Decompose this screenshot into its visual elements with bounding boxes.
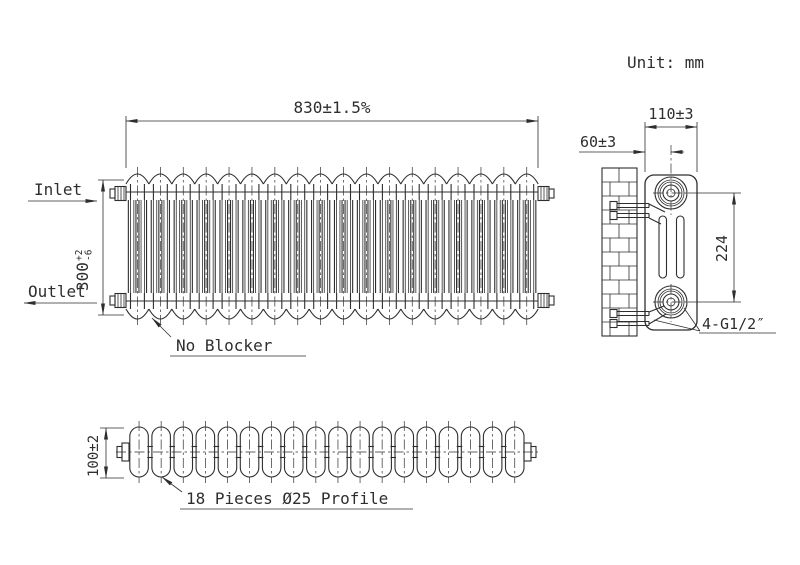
plug-top-right xyxy=(538,187,554,201)
wall-section xyxy=(602,168,637,336)
profile-slot-left xyxy=(659,216,667,278)
front-height-dim-text: 300 xyxy=(73,262,92,291)
outlet-plug-bottom-left xyxy=(110,294,126,308)
inlet-plug-top-left xyxy=(110,187,126,201)
profile-callout-text: 18 Pieces Ø25 Profile xyxy=(186,489,389,508)
mounting-pins xyxy=(610,202,649,328)
unit-note: Unit: mm xyxy=(627,53,705,72)
inlet-label xyxy=(28,180,97,201)
side-centers-dimension xyxy=(688,193,741,302)
svg-text:Inlet: Inlet xyxy=(34,180,83,199)
bottom-bushing xyxy=(653,284,689,322)
front-height-dim-tol-lower: -6 xyxy=(83,249,95,261)
side-offset-dimension xyxy=(579,133,684,152)
plug-bottom-right xyxy=(538,294,554,308)
profile-callout xyxy=(162,477,413,509)
front-width-dim-text: 830±1.5% xyxy=(293,98,371,117)
side-depth-dim-text: 110±3 xyxy=(648,105,694,123)
bottom-view-radiator-body xyxy=(116,421,538,483)
front-width-dimension xyxy=(126,98,538,168)
side-offset-dim-text: 60±3 xyxy=(580,133,617,151)
top-bushing xyxy=(653,145,689,215)
profile-slot-right xyxy=(677,216,685,278)
front-view xyxy=(24,98,554,356)
thread-callout-text: 4-G1/2″ xyxy=(702,315,766,333)
side-view xyxy=(579,105,776,336)
svg-text:Outlet: Outlet xyxy=(28,282,86,301)
no-blocker-text: No Blocker xyxy=(176,336,273,355)
side-centers-dim-text: 224 xyxy=(713,234,731,262)
front-view-radiator-body xyxy=(126,167,538,326)
thread-callout xyxy=(654,308,776,333)
front-height-dim-tol-upper: +2 xyxy=(74,249,85,261)
bottom-height-dim-text: 100±2 xyxy=(86,434,102,477)
bottom-height-dimension xyxy=(86,428,124,478)
bottom-view xyxy=(86,421,538,509)
side-depth-dimension xyxy=(645,105,697,172)
